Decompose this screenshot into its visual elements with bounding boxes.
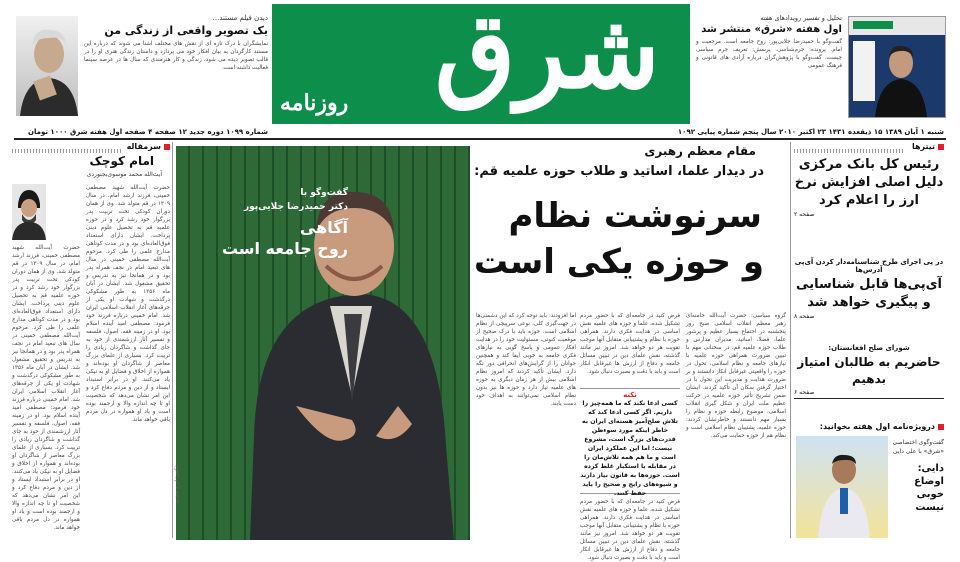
masthead bbox=[0, 0, 960, 140]
headline-item-3 bbox=[794, 344, 944, 396]
right-promo-body: گفت‌وگو با حمیدرضا جلایی‌پور: روح جامعه است. مرجعیت و امام. پرونده: جرم‌شناسی. پرسش: تعریف جرم سیاسی چیست. گفت‌وگو با پژوهش‌گران درباره آزادی های قانونی و فرهنگ عمومی bbox=[696, 39, 842, 69]
headline-item-2-kicker: در پی اجرای طرح شناسنامه‌دار کردن آی‌پی آدرس‌ها bbox=[794, 258, 944, 274]
left-promo-photo bbox=[16, 16, 78, 116]
editorial bbox=[12, 140, 170, 540]
weekly-box-text bbox=[892, 438, 944, 514]
column-divider bbox=[790, 142, 791, 538]
logo-block bbox=[272, 0, 690, 124]
red-box-icon bbox=[938, 424, 944, 430]
weekly-box-caption: گفت‌وگوی اختصاصی «شرق» با علی دایی bbox=[892, 439, 944, 455]
interview-byline: دکتر حمیدرضا جلایی‌پور bbox=[243, 202, 348, 212]
editorial-section-label: سرمقاله bbox=[126, 142, 161, 151]
headline-item-3-page: صفحه ۶ bbox=[794, 389, 815, 396]
section-headlines-label: تیترها bbox=[911, 142, 935, 151]
main-kicker-2: در دیدار علما، اساتید و طلاب حوزه علمیه قم: bbox=[474, 164, 764, 179]
section-divider bbox=[12, 149, 122, 153]
editorial-author: آیت‌الله محمد موسوی‌بجنوردی bbox=[86, 171, 162, 178]
interview-title-block bbox=[176, 188, 348, 258]
headline-item-1-title: رئیس کل بانک مرکزی دلیل اصلی افزایش نرخ ارز را اعلام کرد bbox=[794, 157, 944, 208]
red-box-icon bbox=[938, 144, 944, 150]
weekly-box-title bbox=[794, 422, 944, 431]
left-promo-body: نمایشگران با درک تازه ای از نقش های مختلف اشنا می شوند که درباره این مستند کارگردان به بیان افکار خود می پردازد و داستان زندگی هنری او را در قالب تصویر دیده می شود، زندگی و کار هنرمندی که سال ها در عرصه سینما فعالیت داشته است. bbox=[84, 41, 268, 71]
interview-headline-1: آگاهی bbox=[299, 218, 348, 237]
editorial-body-left: حضرت آیت‌الله شهید مصطفی خمینی، فرزند ارشد امام، در سال ۱۳۰۹ در قم متولد شد. وی از همان دوران کودکی تحت تربیت پدر بزرگوار خود رشد کرد و در حوزه علمیه قم به تحصیل علوم دینی پرداخت. ایشان دارای استعداد فوق‌العاده‌ای بود و در مدت کوتاهی مدارج علمی را طی کرد. مرحوم آیت‌الله مصطفی خمینی در سال های تبعید امام در نجف همراه پدر بود و در همانجا نیز به تدریس و تحقیق مشغول شد. ایشان در آبان ماه ۱۳۵۶ به طور مشکوکی درگذشت و شهادت او یکی از جرقه‌های آغاز انقلاب اسلامی ایران شد. امام خمینی درباره فرزند خود فرمود: مصطفی امید آینده اسلام بود. او در زمینه فقه، اصول، فلسفه و تفسیر آثار ارزشمندی از خود به جای گذاشت و شاگردان زیادی را تربیت کرد. بسیاری از علمای بزرگ معاصر از شاگردان او بوده‌اند و همواره از اخلاق و فضایل او به نیکی یاد می‌کنند. او در برابر استبداد ایستاد و از دین و مردم دفاع کرد و این امر نشان می‌دهد که شخصیت او تا چه اندازه والا و ارجمند بوده است و یاد او همواره در دل مردم باقی خواهد ماند. bbox=[11, 245, 80, 531]
right-promo-kicker: تحلیل و تفسیر رویدادهای هفته bbox=[760, 14, 842, 22]
issue-info: شماره ۱۰۹۹ دوره جدید ۱۲ صفحه ۴ صفحه اول هفته شرق ۱۰۰۰ تومان bbox=[28, 128, 268, 136]
main-body-3-continued: فرض کنید در جامعه‌ای که با حضور مردم تشکیل شده، علما و حوزه های علمیه نقش اساسی در هدایت فکری دارند. همراهی حوزه با نظام و پشتیبانی متقابل آنها موجب تقویت هر دو خواهد شد. امروز نیز مانند گذشته، نقش علمای دین در تبیین مسائل جامعه و دفاع از ارزش ها غیرقابل انکار است و باید با دقت و بصیرت دنبال شود. bbox=[580, 499, 680, 561]
headline-item-2-title: آی‌پی‌ها قابل شناسایی و پیگیری خواهد شد bbox=[796, 277, 942, 310]
headline-item-1-page: صفحه ۲ bbox=[794, 211, 815, 218]
right-column bbox=[794, 140, 944, 540]
daei-photo bbox=[796, 436, 888, 538]
headline-item-2-page: صفحه ۸ bbox=[794, 313, 815, 320]
main-story bbox=[473, 140, 786, 561]
main-body-2: اما افزودند: باید توجه کرد که این دشمنی‌ها در جهت‌گیری کلی، نوعی سرپیچی از نظام اسلامی است. حوزه باید با درک صحیح از موقعیت کنونی، مسئولیت خود را در هدایت افکار عمومی و پاسخ گویی به نیازهای فکری جامعه به خوبی ایفا کند و همچنین جوانان را از گرایش‌های انحرافی دور نگه دارد. ایشان تأکید کردند که امروز نظام اسلامی بیش از هر زمان دیگری به حوزه های علمیه نیاز دارد و حوزه ها نیز بدون نظام اسلامی نمی‌توانند به اهداف خود دست یابند. bbox=[476, 313, 576, 407]
quote-title: نکته bbox=[623, 391, 637, 399]
portrait-man-icon bbox=[16, 16, 78, 116]
left-promo-headline: یک تصویر واقعی از زندگی من bbox=[104, 24, 268, 37]
section-divider bbox=[794, 149, 904, 153]
right-promo-headline: اول هفته «شرق» منتشر شد bbox=[701, 24, 842, 35]
column-divider bbox=[172, 142, 173, 538]
editorial-headline: امام کوچک bbox=[89, 154, 154, 168]
main-body-1: گروه سیاسی: حضرت آیت‌الله خامنه‌ای رهبر معظم انقلاب اسلامی صبح روز پنجشنبه در اجتماع بسیار عظیم و پرشور علما، فضلا، اساتید، مدیران مدارس و طلاب حوزه علمیه قم، در سخنانی مهم با تبیین ضرورت همراهی حوزه علمیه با نیازهای جامعه و نظام اسلامی، تحول در حوزه را واقعیتی غیرقابل انکار دانستند و بر ضرورت هدایت و مدیریت این تحول با در اختیار گرفتن سکان آن تأکید کردند. ایشان ضمن تشریح تأثیر حوزه علمیه در حرکت عظیم ملت ایران و شکل گیری انقلاب اسلامی، موضوع رابطه حوزه و نظام را بسیار مهم دانستند و خاطرنشان کردند: حوزه علمیه، پشتیبان نظام اسلامی است و نظام هم از حوزه حمایت می‌کند. bbox=[686, 313, 786, 439]
editorial-body-right: حضرت آیت‌الله شهید مصطفی خمینی، فرزند ارشد امام، در سال ۱۳۰۹ در قم متولد شد. وی از همان دوران کودکی تحت تربیت پدر بزرگوار خود رشد کرد و در حوزه علمیه قم به تحصیل علوم دینی پرداخت. ایشان دارای استعداد فوق‌العاده‌ای بود و در مدت کوتاهی مدارج علمی را طی کرد. مرحوم آیت‌الله مصطفی خمینی در سال های تبعید امام در نجف همراه پدر بود و در همانجا نیز به تدریس و تحقیق مشغول شد. ایشان در آبان ماه ۱۳۵۶ به طور مشکوکی درگذشت و شهادت او یکی از جرقه‌های آغاز انقلاب اسلامی ایران شد. امام خمینی درباره فرزند خود فرمود: مصطفی امید آینده اسلام بود. او در زمینه فقه، اصول، فلسفه و تفسیر آثار ارزشمندی از خود به جای گذاشت و شاگردان زیادی را تربیت کرد. بسیاری از علمای بزرگ معاصر از شاگردان او بوده‌اند و همواره از اخلاق و فضایل او به نیکی یاد می‌کنند. او در برابر استبداد ایستاد و از دین و مردم دفاع کرد و این امر نشان می‌دهد که شخصیت او تا چه اندازه والا و ارجمند بوده است و یاد او همواره در دل مردم باقی خواهد ماند. bbox=[86, 185, 170, 423]
right-promo-cover bbox=[848, 16, 946, 118]
quote-text: کسی ادعا نکند که ما همه‌چیز را داریم. اگر کسی ادعا کند که تلاش صلح‌آمیز هسته‌ای ایران به خاطر اینکه مورد سوءظن قدرت‌های بزرگ است، مشروع نیست؛ اما این عملکرد ایران است و ما هم همه تلاش‌مان را در مقابله با استکبار غلط کرده است. حوزه‌ها به قانون نیاز دارند و شیوه‌های رایج و صحیح را باید حفظ کنند. bbox=[580, 400, 680, 497]
photo-credit: عکس: ایرج حیدری bbox=[174, 464, 180, 504]
left-promo bbox=[84, 14, 268, 104]
weekly-box-headline: دایی: اوضاع خوبی نیست bbox=[914, 463, 944, 513]
headline-item-2 bbox=[794, 258, 944, 320]
right-promo bbox=[696, 14, 842, 106]
main-headline-line-1: سرنوشت نظام bbox=[508, 196, 762, 236]
main-body-3: فرض کنید در جامعه‌ای که با حضور مردم تشکیل شده، علما و حوزه های علمیه نقش اساسی در هدایت فکری دارند. همراهی حوزه با نظام و پشتیبانی متقابل آنها موجب تقویت هر دو خواهد شد. امروز نیز مانند گذشته، نقش علمای دین در تبیین مسائل جامعه و دفاع از ارزش ها غیرقابل انکار است و باید با دقت و بصیرت دنبال شود. bbox=[580, 313, 680, 375]
interview-kicker: گفت‌وگو با bbox=[300, 188, 348, 198]
author-portrait-icon bbox=[12, 184, 46, 240]
player-portrait-icon bbox=[796, 436, 888, 538]
cover-portrait-icon bbox=[849, 17, 945, 117]
paper-name: روزنامه bbox=[280, 90, 349, 116]
logo-text: شرق bbox=[434, 0, 660, 112]
editorial-author-photo bbox=[12, 184, 46, 240]
weekly-box-title-text: درویژه‌نامه اول هفته بخوانید: bbox=[819, 422, 935, 431]
weekly-box bbox=[794, 422, 944, 538]
headline-item-1 bbox=[794, 156, 944, 218]
dateline: شنبه ۱ آبان ۱۳۸۹ ۱۵ ذیقعده ۱۴۳۱ ۲۳ اکتبر ۲۰۱۰ سال پنجم شماره پیاپی ۱۰۹۲ bbox=[677, 128, 944, 136]
main-kicker-1: مقام معظم رهبری bbox=[644, 144, 756, 158]
quote-box bbox=[580, 388, 680, 497]
interview-headline-2: روح جامعه است bbox=[221, 239, 348, 258]
headline-item-3-title: حاضریم به طالبان امتیاز بدهیم bbox=[797, 355, 941, 386]
red-box-icon bbox=[164, 144, 170, 150]
left-promo-kicker: دیدن فیلم مستند... bbox=[212, 14, 268, 22]
main-headline-line-2: و حوزه یکی است bbox=[473, 242, 764, 282]
divider bbox=[794, 398, 944, 399]
headline-item-3-kicker: شورای صلح افغانستان: bbox=[828, 344, 910, 352]
